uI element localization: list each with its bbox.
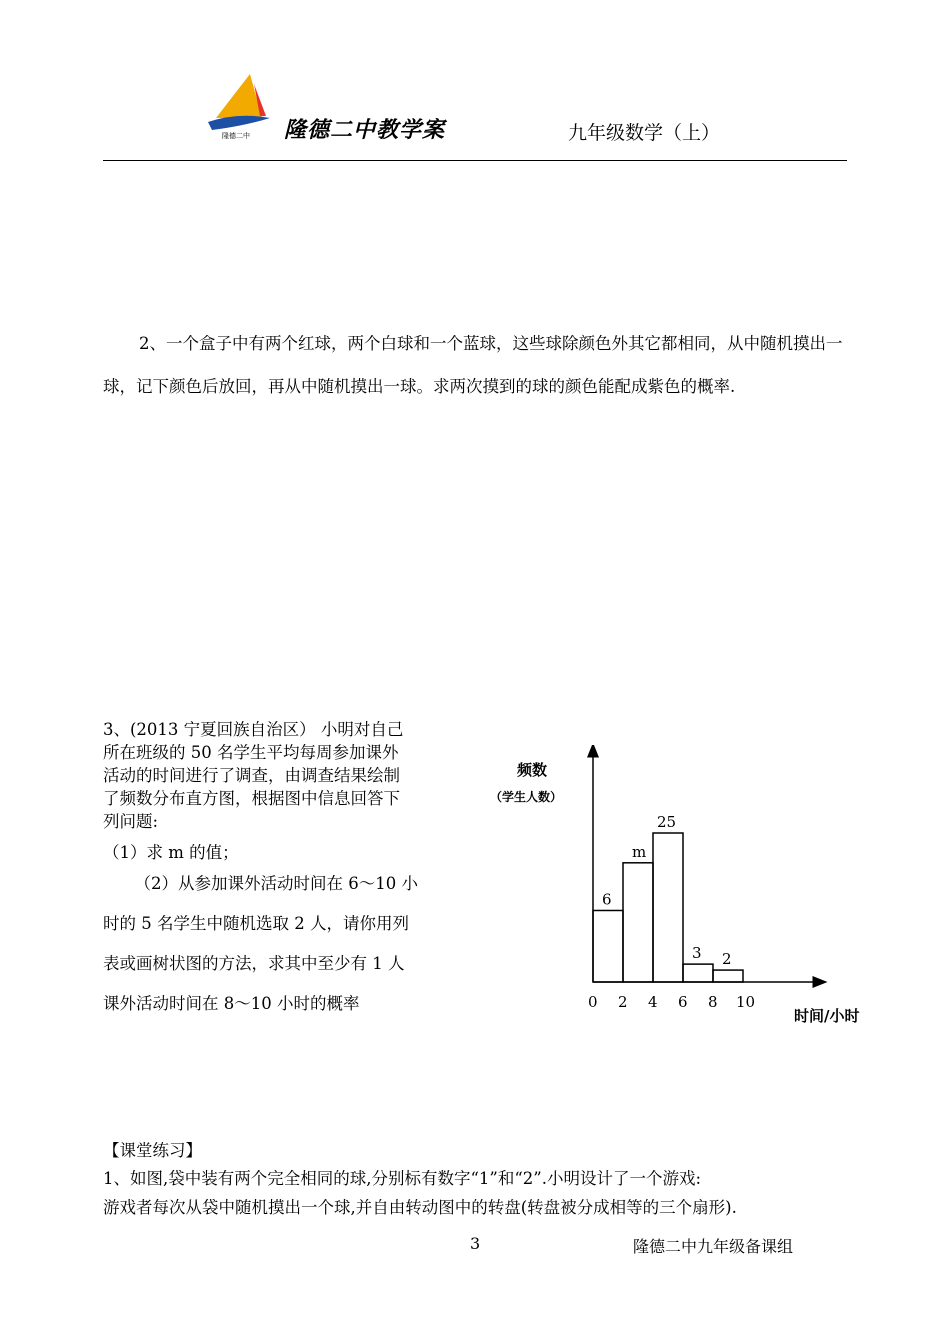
page-number: 3 <box>470 1234 481 1253</box>
question-3-line: 表或画树状图的方法，求其中至少有 1 人 <box>103 954 405 973</box>
school-logo-icon <box>204 74 274 140</box>
practice-line: 1、如图,袋中装有两个完全相同的球,分别标有数字“1”和“2”.小明设计了一个游戏: <box>103 1169 702 1188</box>
question-3-line: 了频数分布直方图，根据图中信息回答下 <box>103 789 400 808</box>
header-divider <box>103 160 847 161</box>
practice-line: 游戏者每次从袋中随机摸出一个球,并自由转动图中的转盘(转盘被分成相等的三个扇形). <box>103 1198 737 1217</box>
footer-group: 隆德二中九年级备课组 <box>633 1237 794 1256</box>
histogram-chart <box>470 745 890 1035</box>
histogram-bar <box>713 970 743 982</box>
practice-text <box>103 1164 855 1222</box>
histogram-bar <box>683 964 713 982</box>
question-3-line: 课外活动时间在 8～10 小时的概率 <box>103 994 360 1013</box>
question-3-line: （2）从参加课外活动时间在 6～10 小 <box>103 874 418 893</box>
histogram-bar <box>653 833 683 982</box>
x-tick-label: 2 <box>618 993 628 1011</box>
question-3-line: 3、(2013 宁夏回族自治区） 小明对自己 <box>103 720 404 739</box>
header-subject: 九年级数学（上） <box>568 122 721 144</box>
question-3-line: 所在班级的 50 名学生平均每周参加课外 <box>103 743 399 762</box>
y-axis-sublabel: （学生人数） <box>490 790 563 804</box>
x-axis-label: 时间/小时 <box>794 1007 860 1025</box>
x-tick-label: 8 <box>708 993 718 1011</box>
bar-label: m <box>632 842 647 861</box>
x-tick-label: 0 <box>588 993 598 1011</box>
question-3-line: （1）求 m 的值； <box>103 843 239 862</box>
header-title: 隆德二中教学案 <box>284 118 446 143</box>
bar-label: 2 <box>722 950 732 969</box>
question-2-text: 2、一个盒子中有两个红球，两个白球和一个蓝球，这些球除颜色外其它都相同，从中随机摸出一球，记下颜色后放回，再从中随机摸出一球。求两次摸到的球的颜色能配成紫色的概率. <box>103 334 843 396</box>
x-tick-label: 10 <box>736 993 756 1011</box>
question-3-line: 活动的时间进行了调查，由调查结果绘制 <box>103 766 400 785</box>
x-tick-label: 4 <box>648 993 658 1011</box>
bar-label: 25 <box>657 813 677 831</box>
practice-heading: 【课堂练习】 <box>103 1141 202 1160</box>
question-3-line: 列问题: <box>103 812 159 831</box>
question-3-text <box>103 718 465 1024</box>
histogram-bar <box>593 910 623 982</box>
x-tick-label: 6 <box>678 993 688 1011</box>
bar-label: 6 <box>602 890 612 909</box>
question-3-line: 时的 5 名学生中随机选取 2 人，请你用列 <box>103 914 409 933</box>
logo-caption: 隆德二中 <box>222 132 250 140</box>
bar-label: 3 <box>692 944 702 963</box>
histogram-bar <box>623 863 653 982</box>
y-axis-label: 频数 <box>517 761 548 779</box>
